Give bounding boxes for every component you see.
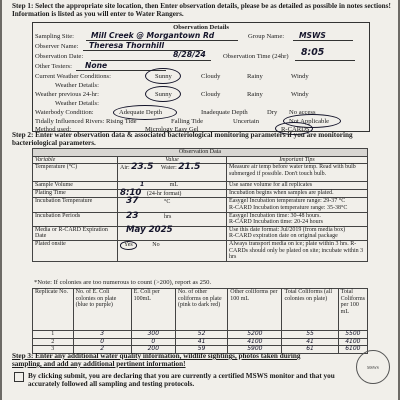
method-label: Method used: [35, 126, 72, 133]
tidal-label: Tidally Influenced Rivers: Rising Tide [35, 118, 137, 125]
time-label: Observation Time (24hr) [223, 53, 289, 60]
weather-option-sunny-2[interactable]: Sunny [155, 91, 172, 98]
row-plating-time-variable: Plating Time [33, 189, 118, 198]
row-temperature-value[interactable] [118, 164, 227, 182]
waterbody-option-no-access[interactable]: No access [289, 109, 316, 116]
sampling-site-label: Sampling Site: [35, 33, 75, 40]
observer-value[interactable]: Theresa Thornhill [89, 41, 165, 50]
waterbody-option-dry[interactable]: Dry [267, 109, 278, 116]
air-label: Air: [120, 165, 130, 172]
observation-data-title: Observation Data [33, 149, 368, 157]
count-header-ecoli-colonies: No. of E. Coli colonies on plate (blue to purple) [73, 289, 131, 331]
total-per100[interactable]: 5500 [338, 331, 367, 339]
ecoli-per100[interactable]: 200 [131, 346, 175, 354]
row-temperature-variable: Temperature (°C) [33, 164, 118, 182]
observation-details-title: Observation Details [173, 24, 229, 31]
sunny-selection-mark-2 [145, 86, 181, 102]
count-row [33, 331, 368, 339]
col-variable: Variable [33, 156, 118, 164]
step1-heading: Step 1: Select the appropriate site location, then Enter observation details, please be as detailed as possible in notes sections! Information is listed as you will enter to Water Rangers. [12, 2, 391, 18]
ecoli-colonies[interactable]: 2 [73, 346, 131, 354]
step3-heading: Step 3: Enter any additional water quality information, wildlife sightings, photos taken during sampling, and add any additional pertinent information! [12, 352, 301, 368]
datasheet-page [2, 0, 398, 400]
replicate-number: 2 [33, 338, 74, 346]
total-per100[interactable]: 4100 [338, 338, 367, 346]
row-incubation-period-variable: Incubation Periods [33, 212, 118, 226]
sample-volume-unit: mL [169, 182, 179, 189]
row-temperature-tip: Measure air temp before water temp. Read with bulb submerged if possible. Don't touch bulb. [227, 164, 368, 182]
total-colonies[interactable]: 41 [282, 338, 338, 346]
waterbody-option-inadequate[interactable]: Inadequate Depth [201, 109, 248, 116]
previous-weather-label: Weather previous 24-hr: [35, 91, 99, 98]
weather-option-cloudy-1[interactable]: Cloudy [201, 73, 221, 80]
current-weather-label: Current Weather Conditions: [35, 73, 111, 80]
weather-option-rainy-2[interactable]: Rainy [247, 91, 263, 98]
count-header-total-colonies: Total Coliforms (all colonies on plate) [282, 289, 338, 331]
tidal-option-falling[interactable]: Falling Tide [171, 118, 204, 125]
other-colonies[interactable]: 59 [175, 346, 227, 354]
air-temp-value[interactable]: 23.5 [131, 162, 154, 173]
method-option-easygel[interactable]: Micrology Easy Gel [145, 126, 199, 133]
count-header-total-per100: Total Coliforms per 100 mL [338, 289, 367, 331]
waterbody-option-adequate[interactable]: Adequate Depth [119, 109, 163, 116]
declaration-text: By clicking submit, you are declaring that you are currently a certified MSWS monitor and that you accurately followed all sampling and testing protocols. [28, 372, 335, 388]
too-numerous-note: *Note: If colonies are too numerous to count (>200), report as 250. [34, 279, 212, 286]
time-value[interactable]: 8:05 [301, 47, 325, 58]
weather-option-rainy-1[interactable]: Rainy [247, 73, 263, 80]
count-header-replicate: Replicate No. [33, 289, 74, 331]
tidal-option-not-applicable[interactable]: Not Applicable [289, 118, 330, 125]
step2-heading: Step 2: Enter water observation data & associated bacteriological monitoring parameters if you are monitoring bacteriological parameters. [12, 131, 353, 147]
weather-option-windy-2[interactable]: Windy [291, 91, 309, 98]
sample-volume-value[interactable]: 1 [140, 181, 145, 189]
total-colonies[interactable]: 61 [282, 346, 338, 354]
expiration-value[interactable]: May 2025 [126, 224, 173, 235]
row-expiration-value[interactable] [118, 226, 227, 240]
other-per100[interactable]: 4100 [228, 338, 282, 346]
total-per100[interactable]: 6100 [338, 346, 367, 354]
ecoli-per100[interactable]: 300 [131, 331, 175, 339]
incubation-temp-unit: °C [164, 199, 171, 206]
replicate-number: 1 [33, 331, 74, 339]
col-value: Value [118, 156, 227, 164]
other-colonies[interactable]: 52 [175, 331, 227, 339]
row-sample-volume-variable: Sample Volume [33, 182, 118, 190]
sunny-selection-mark-1 [145, 68, 181, 84]
water-label: Water: [160, 165, 177, 172]
tidal-option-uncertain[interactable]: Uncertain [233, 118, 259, 125]
other-testers-label: Other Testers: [35, 63, 72, 70]
col-tips: Important Tips [227, 156, 368, 164]
sampling-site-value[interactable]: Mill Creek @ Morgantown Rd [91, 31, 215, 40]
plated-onsite-yes[interactable]: Yes [120, 241, 137, 250]
count-header-ecoli-per100: E. Coli per 100mL [131, 289, 175, 331]
plating-time-unit: (24-hr format) [146, 190, 182, 197]
ecoli-colonies[interactable]: 0 [73, 338, 131, 346]
row-incubation-temp-value[interactable] [118, 198, 227, 212]
row-plated-onsite-value[interactable] [118, 240, 227, 261]
ecoli-colonies[interactable]: 3 [73, 331, 131, 339]
plating-time-value[interactable]: 8:10 [120, 187, 142, 198]
other-testers-value[interactable]: None [85, 61, 108, 70]
incubation-temp-value[interactable]: 37 [126, 196, 139, 207]
other-per100[interactable]: 5900 [228, 346, 282, 354]
row-sample-volume-tip: Use same volume for all replicates [227, 182, 368, 190]
row-expiration-variable: Media or R-CARD Expiration Date [33, 226, 118, 240]
weather-option-sunny-1[interactable]: Sunny [155, 73, 172, 80]
waterbody-label: Waterbody Condition: [35, 109, 94, 116]
count-header-other-per100: Other coliforms per 100 mL [228, 289, 282, 331]
total-colonies[interactable]: 55 [282, 331, 338, 339]
row-plating-time-tip: Incubation begins when samples are plated. [227, 189, 368, 198]
weather-option-cloudy-2[interactable]: Cloudy [201, 91, 221, 98]
other-colonies[interactable]: 41 [175, 338, 227, 346]
colony-count-table [32, 288, 368, 354]
row-plated-onsite-variable: Plated onsite [33, 240, 118, 261]
observation-data-table [32, 148, 368, 262]
incubation-period-value[interactable]: 23 [126, 210, 139, 221]
weather-details2-label: Weather Details: [55, 100, 99, 107]
row-incubation-period-tip: Easygel Incubation time: 30-48 hours. R-CARD Incubation time: 20-24 hours [227, 212, 368, 226]
count-header-other-colonies: No. of other coliforms on plate (pink to dark red) [175, 289, 227, 331]
date-value[interactable]: 8/28/24 [173, 50, 206, 59]
row-expiration-tip: Use this date format: Jul/2019 (from media box) R-CARD expiration date on original package [227, 226, 368, 240]
weather-option-windy-1[interactable]: Windy [291, 73, 309, 80]
date-label: Observation Date: [35, 53, 84, 60]
group-name-label: Group Name: [248, 33, 285, 40]
row-incubation-temp-variable: Incubation Temperature [33, 198, 118, 212]
msws-seal-logo: MSWS [356, 350, 390, 384]
incubation-period-unit: hrs [164, 213, 172, 220]
other-per100[interactable]: 5200 [228, 331, 282, 339]
replicate-number: 3 [33, 346, 74, 354]
water-temp-value[interactable]: 21.5 [178, 162, 201, 173]
plated-onsite-no[interactable]: No [152, 241, 160, 248]
weather-details-label: Weather Details: [55, 82, 99, 89]
row-incubation-temp-tip: Easygel Incubation temperature range: 29-37 °C R-CARD Incubation temperature range: 35-38°C [227, 198, 368, 212]
declaration-checkbox[interactable] [14, 372, 24, 382]
observer-label: Observer Name: [35, 43, 79, 50]
observation-details-box [32, 22, 370, 132]
ecoli-per100[interactable]: 0 [131, 338, 175, 346]
method-option-rcards[interactable]: R-CARDS [281, 126, 310, 133]
group-name-value[interactable]: MSWS [299, 31, 326, 40]
row-plated-onsite-tip: Always transport media on ice; plate within 3 hrs. R-CARDs should only be plated on site; incubate within 3 hrs [227, 240, 368, 261]
